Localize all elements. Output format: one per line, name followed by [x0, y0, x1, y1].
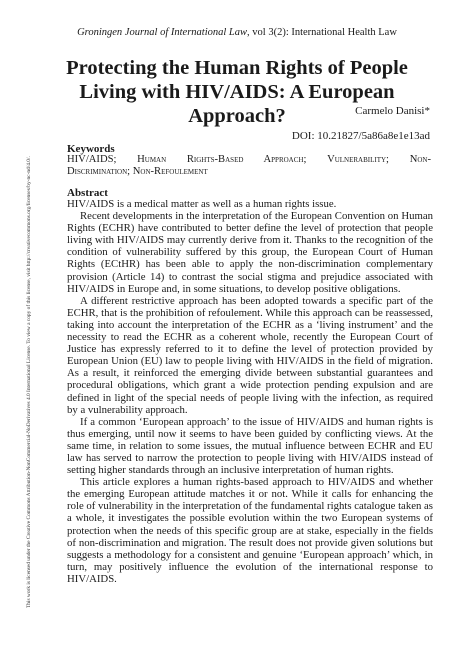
- keywords-line-1: [67, 154, 431, 167]
- keyword: HIV/AIDS;: [67, 154, 117, 165]
- abstract-body: [67, 198, 433, 585]
- abstract-paragraph: If a common ‘European approach’ to the issue of HIV/AIDS and human rights is thus emerging, until now it seems to have been guided by conflicting views. At the same time, in relation to some issues, the mutual influence between ECHR and EU law has served to narrow the protection to people living with HIV/AIDS instead of setting higher standards through an inclusive interpretation of human rights.: [67, 415, 433, 477]
- author-name: Carmelo Danisi*: [355, 105, 430, 117]
- keyword: Vulnerability;: [327, 154, 389, 165]
- license-notice: This work is licensed under the Creative Commons Attribution-NonCommercial-NoDerivatives 4.0 International License. To view a copy of this license, visit http://creativecommons.org/licenses/by-nc-nd/4.0/.: [26, 156, 32, 608]
- journal-volume: , vol 3(2): International Health Law: [247, 27, 397, 38]
- doi[interactable]: DOI: 10.21827/5a86a8e1e13ad: [291, 130, 430, 142]
- abstract-heading: Abstract: [67, 187, 108, 199]
- abstract-paragraph: This article explores a human rights-based approach to HIV/AIDS and whether the emerging European attitude matches it or not. While it calls for enhancing the role of vulnerability in the interpretation of the fundamental rights catalogue taken as a whole, it investigates the possible evolution within the two European systems of protection when the needs of this specific group are at stake, especially in the fields of non-discrimination and migration. The result does not provide given solutions but suggests a methodology for a consistent and genuine ‘European approach’ which, in turn, may positively influence the evolution of the international response to HIV/AIDS.: [67, 476, 433, 585]
- abstract-paragraph: A different restrictive approach has been adopted towards a specific part of the ECHR, that is the prohibition of refoulement. While this approach can be reassessed, taking into account the interpretation of the ECHR as a ‘living instrument’ and the necessity to read the ECHR as a coherent whole, recently the European Court of Justice has expressly referred to it to define the level of protection provided by European Union (EU) law to people living with HIV/AIDS in the field of migration. As a result, it reinforced the emerging divide between substantial guarantees and procedural obligations, which grant a wide protection pending expulsion and are defined in light of the special needs of people living with the infection, as required by a vulnerability approach.: [67, 294, 433, 416]
- abstract-paragraph: Recent developments in the interpretation of the European Convention on Human Rights (ECHR) have contributed to better define the level of protection that people living with HIV/AIDS may currently derive from it. Thanks to the recognition of the condition of vulnerability suffered by this group, the European Court of Human Rights (ECtHR) has been able to apply the non-discrimination complementary provision (Article 14) to contrast the social stigma and prejudice associated with HIV/AIDS in Europe and, in some situations, to develop positive obligations.: [67, 210, 433, 295]
- journal-name: Groningen Journal of International Law: [77, 27, 248, 38]
- keywords-heading: Keywords: [67, 143, 115, 155]
- keywords-line-2: [67, 166, 431, 179]
- keyword: Discrimination; Non-Refoulement: [67, 166, 208, 177]
- journal-header: [0, 27, 474, 38]
- paper-title: Protecting the Human Rights of People Living with HIV/AIDS: A European Approach?: [66, 57, 408, 127]
- abstract-paragraph: HIV/AIDS is a medical matter as well as a human rights issue.: [67, 198, 337, 210]
- keyword: Non-: [409, 154, 431, 165]
- keyword: Human Rights-Based Approach;: [137, 154, 307, 165]
